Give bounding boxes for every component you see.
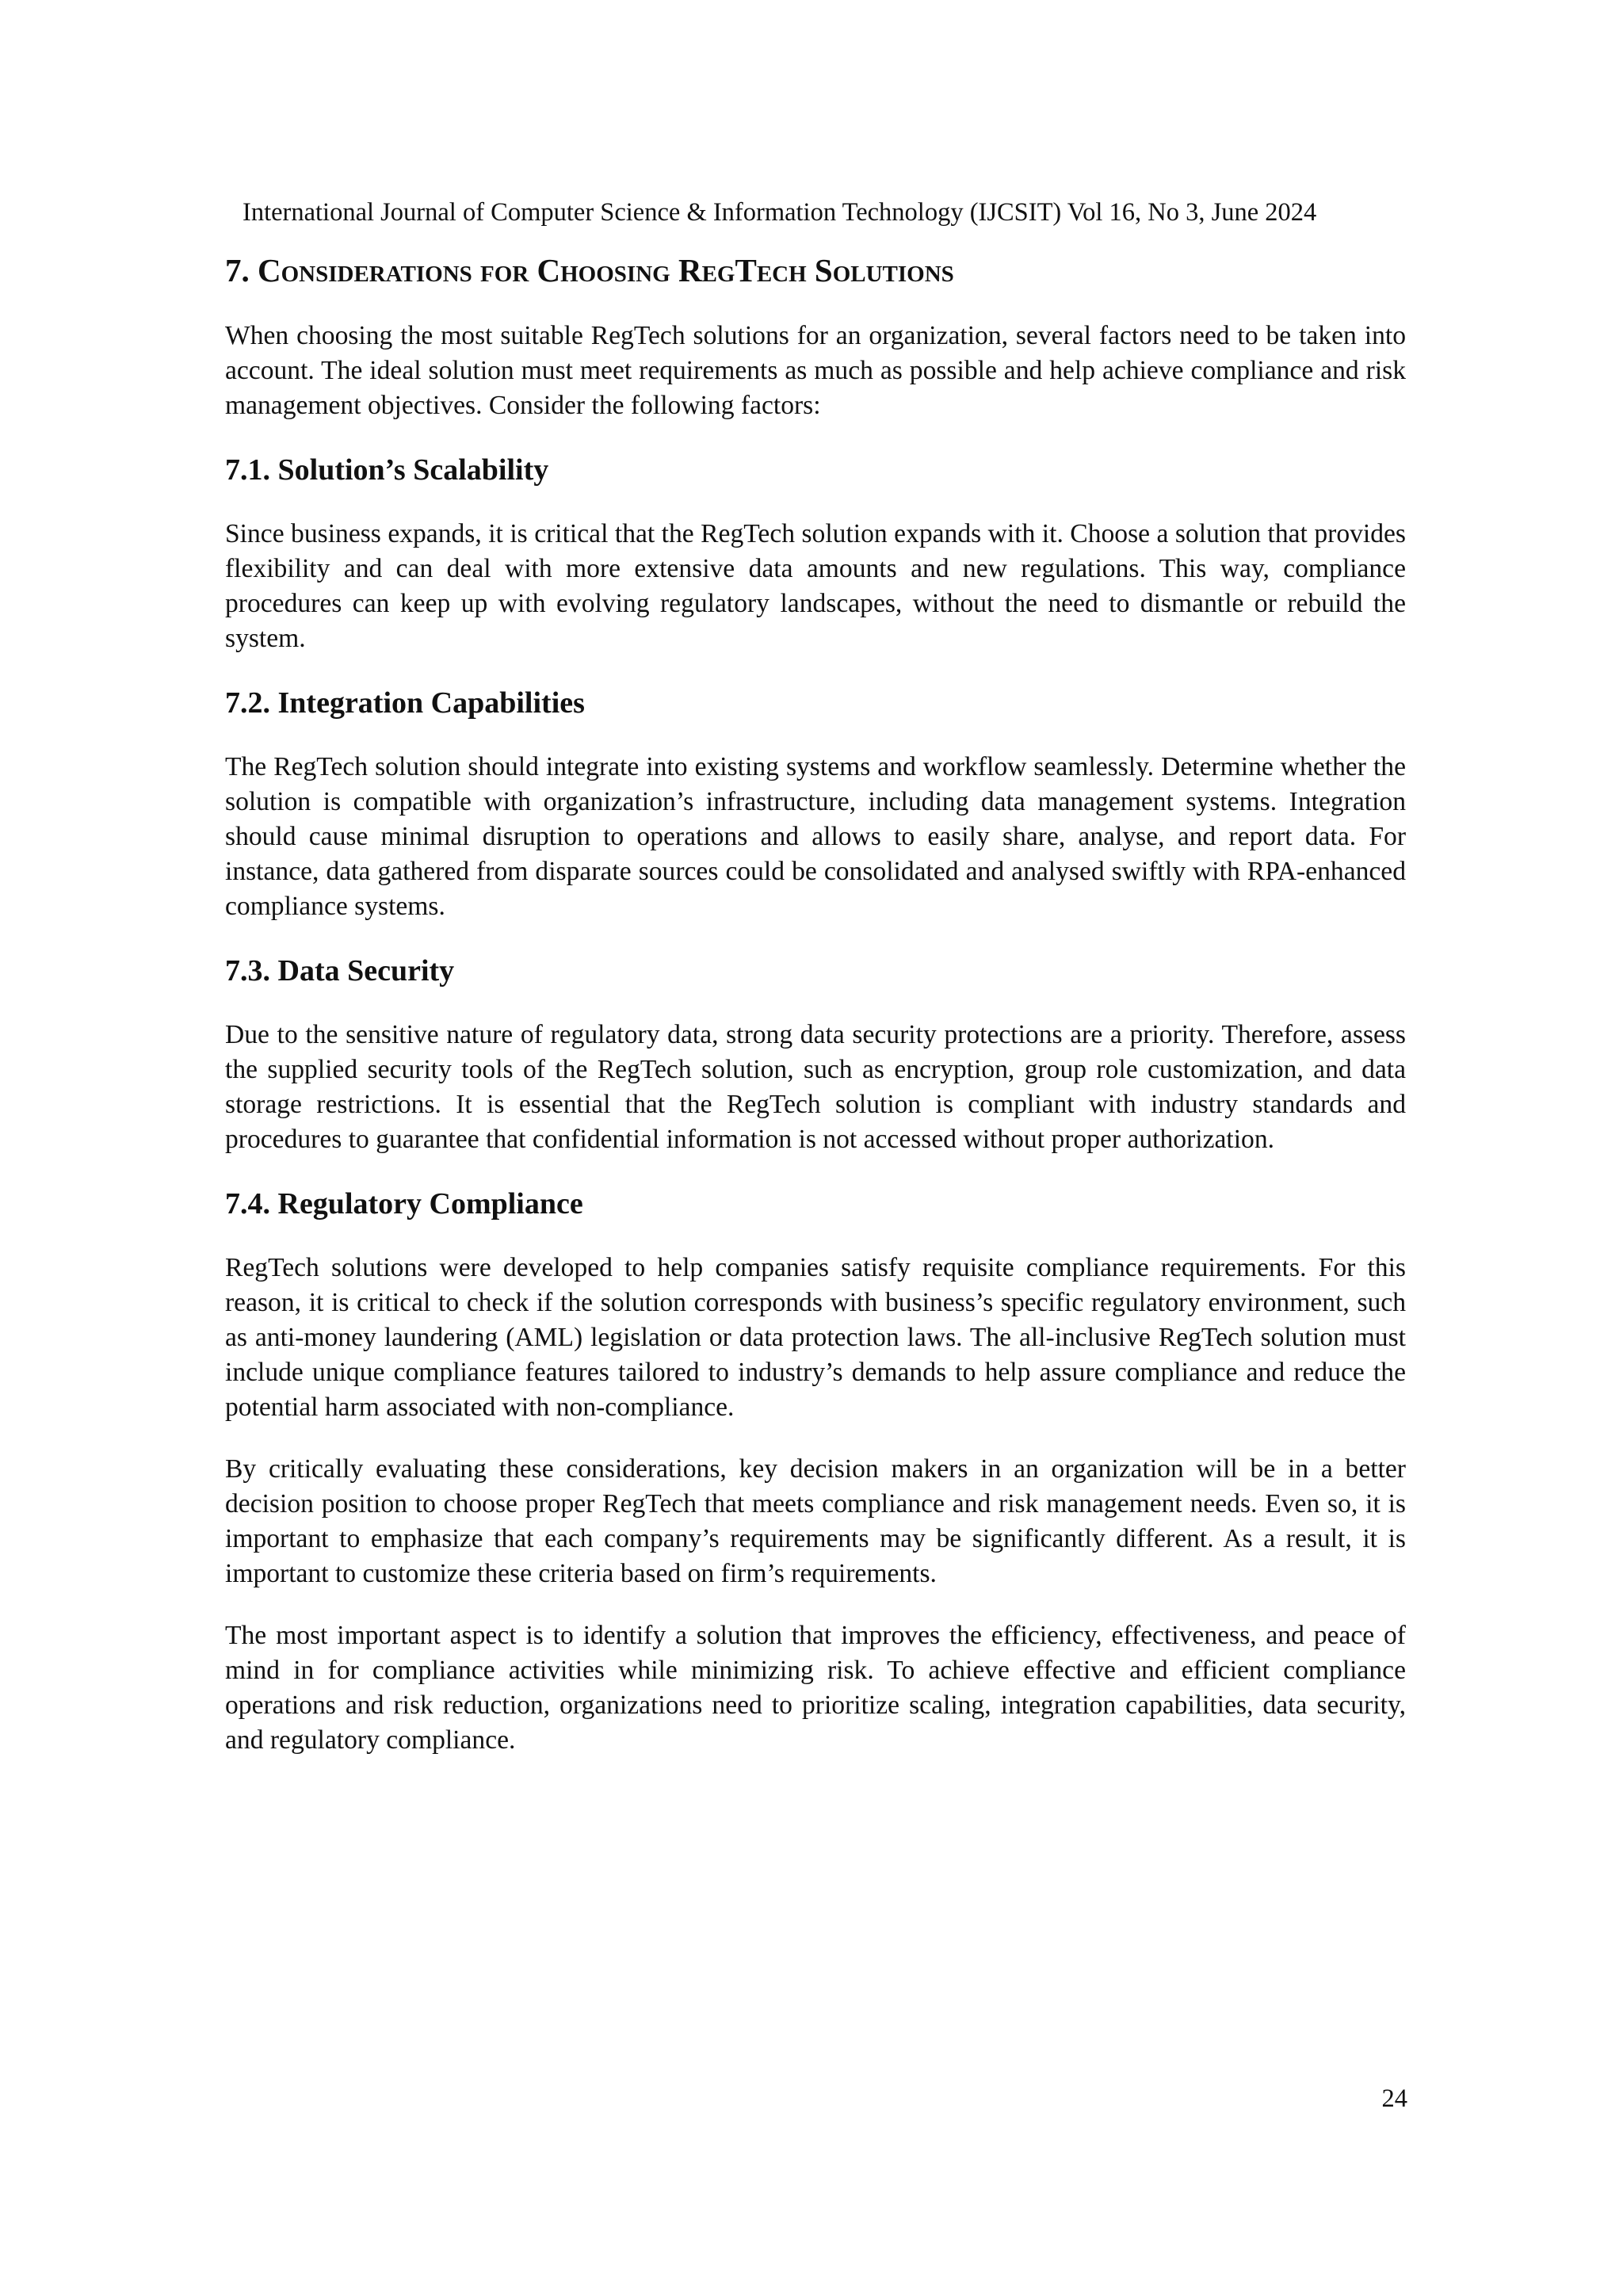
subsection-title-scalability: 7.1. Solution’s Scalability: [225, 453, 549, 487]
paragraph-evaluation: By critically evaluating these considerations, key decision makers in an organization will be in a better decision position to choose proper RegTech that meets compliance and risk management needs. Even so, it is important to emphasize that each company’s requirements may be significantly different. As a result, it is important to customize these criteria based on firm’s requirements.: [225, 1454, 1406, 1588]
subsection-title-integration: 7.2. Integration Capabilities: [225, 686, 585, 720]
page-number: 24: [1381, 2084, 1407, 2113]
paragraph-scalability: Since business expands, it is critical that the RegTech solution expands with it. Choose a solution that provides flexibility and can deal with more extensive data amounts and new regulations. This way, compliance procedures can keep up with evolving regulatory landscapes, without the need to dismantle or rebuild the system.: [225, 519, 1406, 653]
subsection-title-data-security: 7.3. Data Security: [225, 954, 455, 988]
running-header: International Journal of Computer Science & Information Technology (IJCSIT) Vol 16, No 3, June 2024: [242, 198, 1317, 227]
paragraph-regulatory-compliance: RegTech solutions were developed to help companies satisfy requisite compliance requirements. For this reason, it is critical to check if the solution corresponds with business’s specific regulatory environment, such as anti-money laundering (AML) legislation or data protection laws. The all-inclusive RegTech solution must include unique compliance features tailored to industry’s demands to help assure compliance and reduce the potential harm associated with non-compliance.: [225, 1253, 1406, 1422]
section-intro: When choosing the most suitable RegTech solutions for an organization, several factors need to be taken into account. The ideal solution must meet requirements as much as possible and help achieve compliance and risk management objectives. Consider the following factors:: [225, 321, 1406, 420]
section-title: Considerations for Choosing RegTech Solutions: [258, 252, 954, 288]
paragraph-integration: The RegTech solution should integrate into existing systems and workflow seamlessly. Determine whether the solution is compatible with organization’s infrastructure, including data management systems. Integration should cause minimal disruption to operations and allows to easily share, analyse, and report data. For instance, data gathered from disparate sources could be consolidated and analysed swiftly with RPA-enhanced compliance systems.: [225, 752, 1406, 921]
section-heading: [225, 249, 1406, 292]
section-number: 7.: [225, 252, 250, 288]
page-body: [225, 249, 1406, 1785]
paragraph-data-security: Due to the sensitive nature of regulatory data, strong data security protections are a priority. Therefore, assess the supplied security tools of the RegTech solution, such as encryption, group role customization, and data storage restrictions. It is essential that the RegTech solution is compliant with industry standards and procedures to guarantee that confidential information is not accessed without proper authorization.: [225, 1020, 1406, 1154]
subsection-title-regulatory-compliance: 7.4. Regulatory Compliance: [225, 1187, 583, 1221]
paragraph-conclusion: The most important aspect is to identify a solution that improves the efficiency, effectiveness, and peace of mind in for compliance activities while minimizing risk. To achieve effective and efficient compliance operations and risk reduction, organizations need to prioritize scaling, integration capabilities, data security, and regulatory compliance.: [225, 1621, 1406, 1755]
